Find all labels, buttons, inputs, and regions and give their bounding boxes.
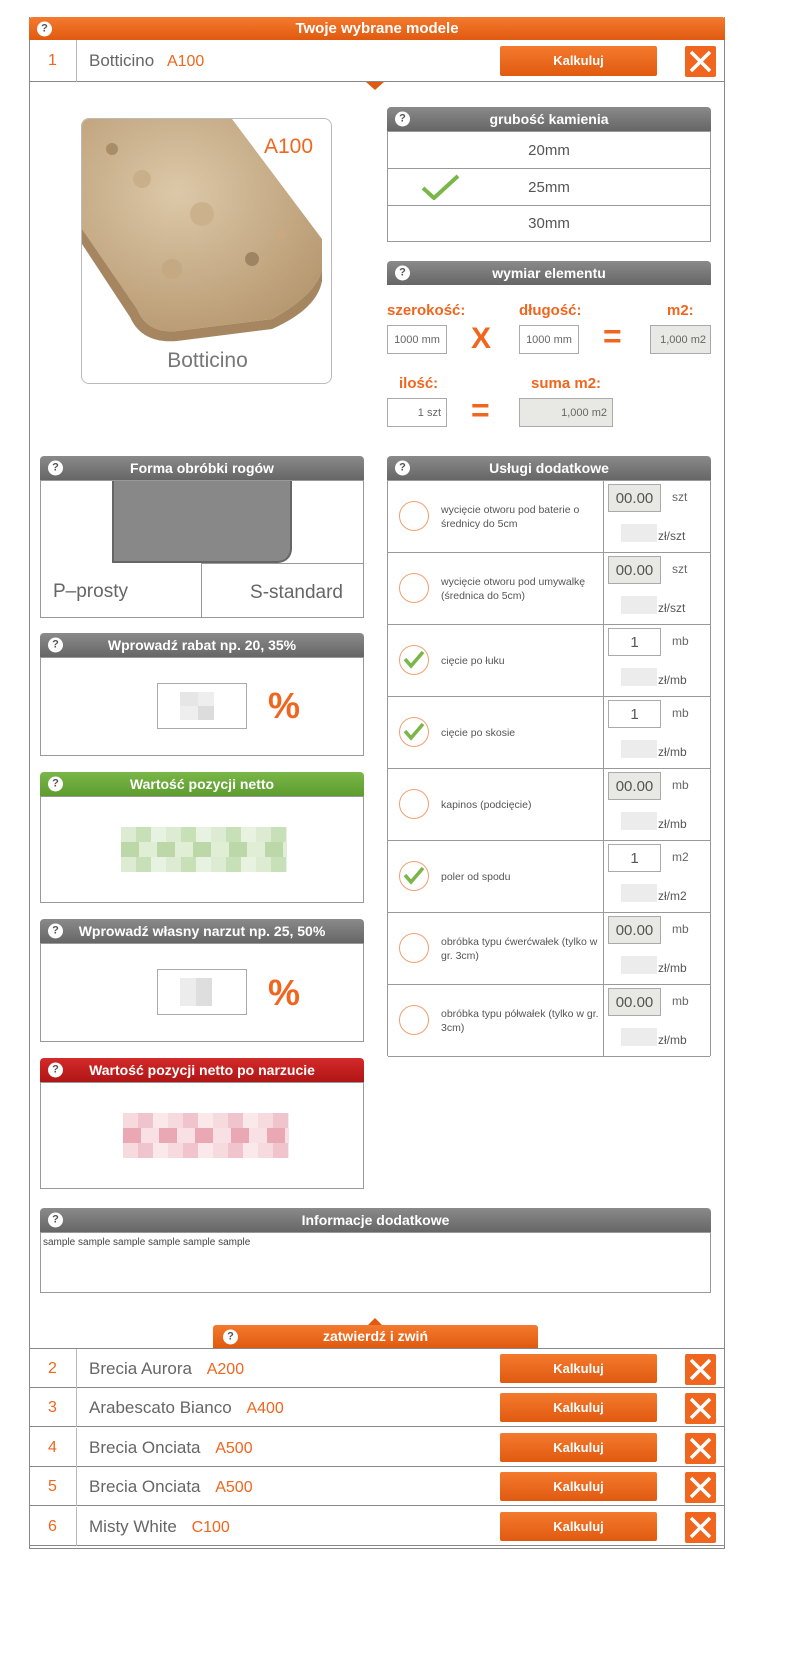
service-checkbox[interactable] xyxy=(399,573,429,603)
service-price-unit: zł/mb xyxy=(658,817,687,831)
service-price-unit: zł/mb xyxy=(658,673,687,687)
net-after-panel xyxy=(40,1082,364,1189)
model-row[interactable] xyxy=(29,1467,725,1506)
services-header xyxy=(387,456,711,480)
calculate-button[interactable]: Kalkuluj xyxy=(500,46,657,76)
markup-title: Wprowadź własny narzut np. 25, 50% xyxy=(78,923,326,939)
collapse-button[interactable] xyxy=(213,1325,538,1348)
row-index: 4 xyxy=(29,1428,77,1467)
markup-percent: % xyxy=(268,972,301,1013)
row-name: Brecia Onciata xyxy=(89,1477,201,1497)
corners-header xyxy=(40,456,364,480)
service-quantity-input[interactable]: 00.00 xyxy=(608,916,661,944)
service-checkbox[interactable] xyxy=(399,501,429,531)
help-icon[interactable]: ? xyxy=(395,266,410,281)
thickness-options xyxy=(387,131,711,242)
help-icon[interactable]: ? xyxy=(48,1063,63,1078)
collapse-label: zatwierdź i zwiń xyxy=(322,1328,428,1344)
service-price-unit: zł/mb xyxy=(658,961,687,975)
service-row xyxy=(388,913,710,985)
service-label: kapinos (podcięcie) xyxy=(441,799,532,811)
service-checkbox-checked[interactable] xyxy=(399,645,429,675)
service-label: obróbka typu ćwerćwałek (tylko w gr. 3cm) xyxy=(441,936,598,962)
help-icon[interactable]: ? xyxy=(48,638,63,653)
help-icon[interactable]: ? xyxy=(395,112,410,127)
product-name: Botticino xyxy=(167,349,248,372)
corner-option-standard[interactable] xyxy=(202,563,363,618)
check-icon xyxy=(398,1003,428,1033)
service-label: cięcie po skosie xyxy=(441,727,516,739)
row-code: A100 xyxy=(166,53,205,70)
row-index: 3 xyxy=(29,1388,77,1427)
help-icon[interactable]: ? xyxy=(395,461,410,476)
check-icon xyxy=(398,499,428,529)
service-unit: mb xyxy=(672,634,689,648)
thickness-option-30[interactable]: 30mm xyxy=(528,215,570,232)
calculate-button[interactable]: Kalkuluj xyxy=(500,1354,657,1383)
service-quantity-input[interactable]: 1 xyxy=(608,844,661,872)
thickness-option-label: 25mm xyxy=(528,179,570,196)
close-icon xyxy=(685,1433,716,1464)
net-after-title: Wartość pozycji netto po narzucie xyxy=(89,1062,315,1078)
corner-option-straight[interactable] xyxy=(41,563,202,618)
service-unit: mb xyxy=(672,994,689,1008)
service-quantity-input[interactable]: 00.00 xyxy=(608,556,661,584)
thickness-header xyxy=(387,107,711,131)
service-price-blurred xyxy=(621,812,657,830)
expand-caret-icon xyxy=(366,82,384,90)
info-title: Informacje dodatkowe xyxy=(301,1212,450,1228)
header-title: Twoje wybrane modele xyxy=(295,20,459,37)
check-icon xyxy=(420,174,460,200)
row-code: A400 xyxy=(246,1400,284,1418)
width-label: szerokość: xyxy=(387,302,466,319)
length-input[interactable]: 1000 mm xyxy=(519,325,579,354)
markup-input[interactable] xyxy=(157,969,247,1015)
product-code: A100 xyxy=(263,135,313,158)
check-icon xyxy=(398,931,428,961)
corner-option-standard-label: S-standard xyxy=(250,582,343,603)
row-name: Brecia Aurora xyxy=(89,1359,192,1378)
service-row xyxy=(388,625,710,697)
remove-button[interactable] xyxy=(685,1472,716,1503)
discount-input[interactable] xyxy=(157,683,247,729)
model-row[interactable] xyxy=(29,1428,725,1467)
equals-sign-2: = xyxy=(471,392,490,428)
discount-header xyxy=(40,633,364,657)
length-label: długość: xyxy=(519,302,582,319)
row-code: C100 xyxy=(191,1518,230,1536)
net-after-header xyxy=(40,1058,364,1082)
qty-label: ilość: xyxy=(399,375,439,392)
services-list xyxy=(387,480,711,1056)
product-card xyxy=(81,118,332,384)
service-checkbox[interactable] xyxy=(399,789,429,819)
net-panel xyxy=(40,796,364,903)
service-label: cięcie po łuku xyxy=(441,655,505,667)
thickness-option-25[interactable] xyxy=(388,169,710,206)
service-price-blurred xyxy=(621,596,657,614)
service-quantity-input[interactable]: 1 xyxy=(608,700,661,728)
dimensions-title: wymiar elementu xyxy=(492,265,606,281)
row-code: A500 xyxy=(215,1439,253,1457)
discount-percent: % xyxy=(268,685,301,726)
check-icon xyxy=(398,859,428,889)
help-icon[interactable]: ? xyxy=(48,924,63,939)
service-quantity-input[interactable]: 1 xyxy=(608,628,661,656)
dimensions-header xyxy=(387,261,711,285)
corner-shape-preview xyxy=(112,481,292,563)
info-header xyxy=(40,1208,711,1232)
service-price-unit: zł/m2 xyxy=(658,889,687,903)
help-icon[interactable]: ? xyxy=(48,461,63,476)
thickness-option-20[interactable]: 20mm xyxy=(388,132,710,169)
equals-sign: = xyxy=(603,318,622,354)
service-row xyxy=(388,985,710,1057)
m2-result: 1,000 m2 xyxy=(650,325,711,354)
corner-option-straight-label: P–prosty xyxy=(53,581,128,602)
service-price-unit: zł/szt xyxy=(658,601,686,615)
calculate-button[interactable]: Kalkuluj xyxy=(500,1472,657,1501)
close-icon xyxy=(685,1472,716,1503)
service-unit: m2 xyxy=(672,850,689,864)
row-name: Botticino xyxy=(89,51,155,70)
thickness-title: grubość kamienia xyxy=(489,111,609,127)
service-price-blurred xyxy=(621,884,657,902)
calculate-button[interactable]: Kalkuluj xyxy=(500,1433,657,1462)
row-name: Misty White xyxy=(89,1516,177,1536)
active-model-row[interactable] xyxy=(29,40,725,82)
remove-button[interactable] xyxy=(685,46,716,77)
sum-label: suma m2: xyxy=(531,375,602,392)
service-price-unit: zł/mb xyxy=(658,1033,687,1047)
corners-panel xyxy=(40,480,364,618)
markup-header xyxy=(40,919,364,943)
service-price-blurred xyxy=(621,524,657,542)
service-checkbox[interactable] xyxy=(399,933,429,963)
sum-result: 1,000 m2 xyxy=(519,398,613,427)
remove-button[interactable] xyxy=(685,1433,716,1464)
service-row xyxy=(388,553,710,625)
check-icon xyxy=(398,571,428,601)
service-quantity-input[interactable]: 00.00 xyxy=(608,484,661,512)
service-row xyxy=(388,769,710,841)
service-quantity-input[interactable]: 00.00 xyxy=(608,772,661,800)
header-bar xyxy=(29,17,725,40)
help-icon[interactable]: ? xyxy=(37,21,52,36)
row-index: 2 xyxy=(29,1349,77,1388)
row-index: 6 xyxy=(29,1507,77,1546)
close-icon xyxy=(685,1512,716,1543)
service-label: wycięcie otworu pod umywalkę (średnica do 5cm) xyxy=(441,576,586,602)
remove-button[interactable] xyxy=(685,1354,716,1385)
service-unit: szt xyxy=(672,562,688,576)
close-icon xyxy=(685,1393,716,1424)
check-icon xyxy=(398,643,428,673)
service-row xyxy=(388,697,710,769)
row-code: A200 xyxy=(206,1361,245,1378)
service-unit: szt xyxy=(672,490,688,504)
remove-button[interactable] xyxy=(685,1512,716,1543)
service-row xyxy=(388,841,710,913)
service-price-blurred xyxy=(621,956,657,974)
service-price-blurred xyxy=(621,740,657,758)
help-icon[interactable]: ? xyxy=(48,777,63,792)
service-unit: mb xyxy=(672,778,689,792)
model-row[interactable] xyxy=(29,1349,725,1388)
service-unit: mb xyxy=(672,706,689,720)
service-unit: mb xyxy=(672,922,689,936)
service-price-blurred xyxy=(621,1028,657,1046)
close-icon xyxy=(685,1354,716,1385)
calculate-button[interactable]: Kalkuluj xyxy=(500,1393,657,1422)
model-row[interactable] xyxy=(29,1388,725,1427)
close-icon xyxy=(685,46,716,77)
net-header xyxy=(40,772,364,796)
net-title: Wartość pozycji netto xyxy=(129,776,275,792)
service-checkbox-checked[interactable] xyxy=(399,861,429,891)
qty-input[interactable]: 1 szt xyxy=(387,398,447,427)
service-price-blurred xyxy=(621,668,657,686)
collapse-caret-icon xyxy=(368,1318,382,1325)
discount-title: Wprowadź rabat np. 20, 35% xyxy=(107,637,297,653)
calculate-button[interactable]: Kalkuluj xyxy=(500,1512,657,1541)
info-textarea[interactable]: sample sample sample sample sample sample xyxy=(40,1232,711,1293)
m2-label: m2: xyxy=(667,302,694,319)
service-label: obróbka typu półwałek (tylko w gr. 3cm) xyxy=(441,1008,599,1034)
row-code: A500 xyxy=(215,1479,253,1497)
corners-title: Forma obróbki rogów xyxy=(130,460,274,476)
service-label: poler od spodu xyxy=(441,871,511,883)
remove-button[interactable] xyxy=(685,1393,716,1424)
service-price-unit: zł/mb xyxy=(658,745,687,759)
service-quantity-input[interactable]: 00.00 xyxy=(608,988,661,1016)
check-icon xyxy=(398,715,428,745)
row-name: Brecia Onciata xyxy=(89,1437,201,1457)
model-row[interactable] xyxy=(29,1507,725,1546)
check-icon xyxy=(398,787,428,817)
row-name: Arabescato Bianco xyxy=(89,1398,232,1418)
row-index: 5 xyxy=(29,1467,77,1506)
services-title: Usługi dodatkowe xyxy=(489,460,609,476)
help-icon[interactable]: ? xyxy=(48,1213,63,1228)
row-index: 1 xyxy=(29,40,77,82)
width-input[interactable]: 1000 mm xyxy=(387,325,447,354)
service-checkbox[interactable] xyxy=(399,1005,429,1035)
service-checkbox-checked[interactable] xyxy=(399,717,429,747)
service-row xyxy=(388,481,710,553)
multiply-sign: X xyxy=(471,322,492,355)
service-price-unit: zł/szt xyxy=(658,529,686,543)
help-icon[interactable]: ? xyxy=(223,1329,238,1344)
service-label: wycięcie otworu pod baterie o średnicy do 5cm xyxy=(441,504,580,530)
